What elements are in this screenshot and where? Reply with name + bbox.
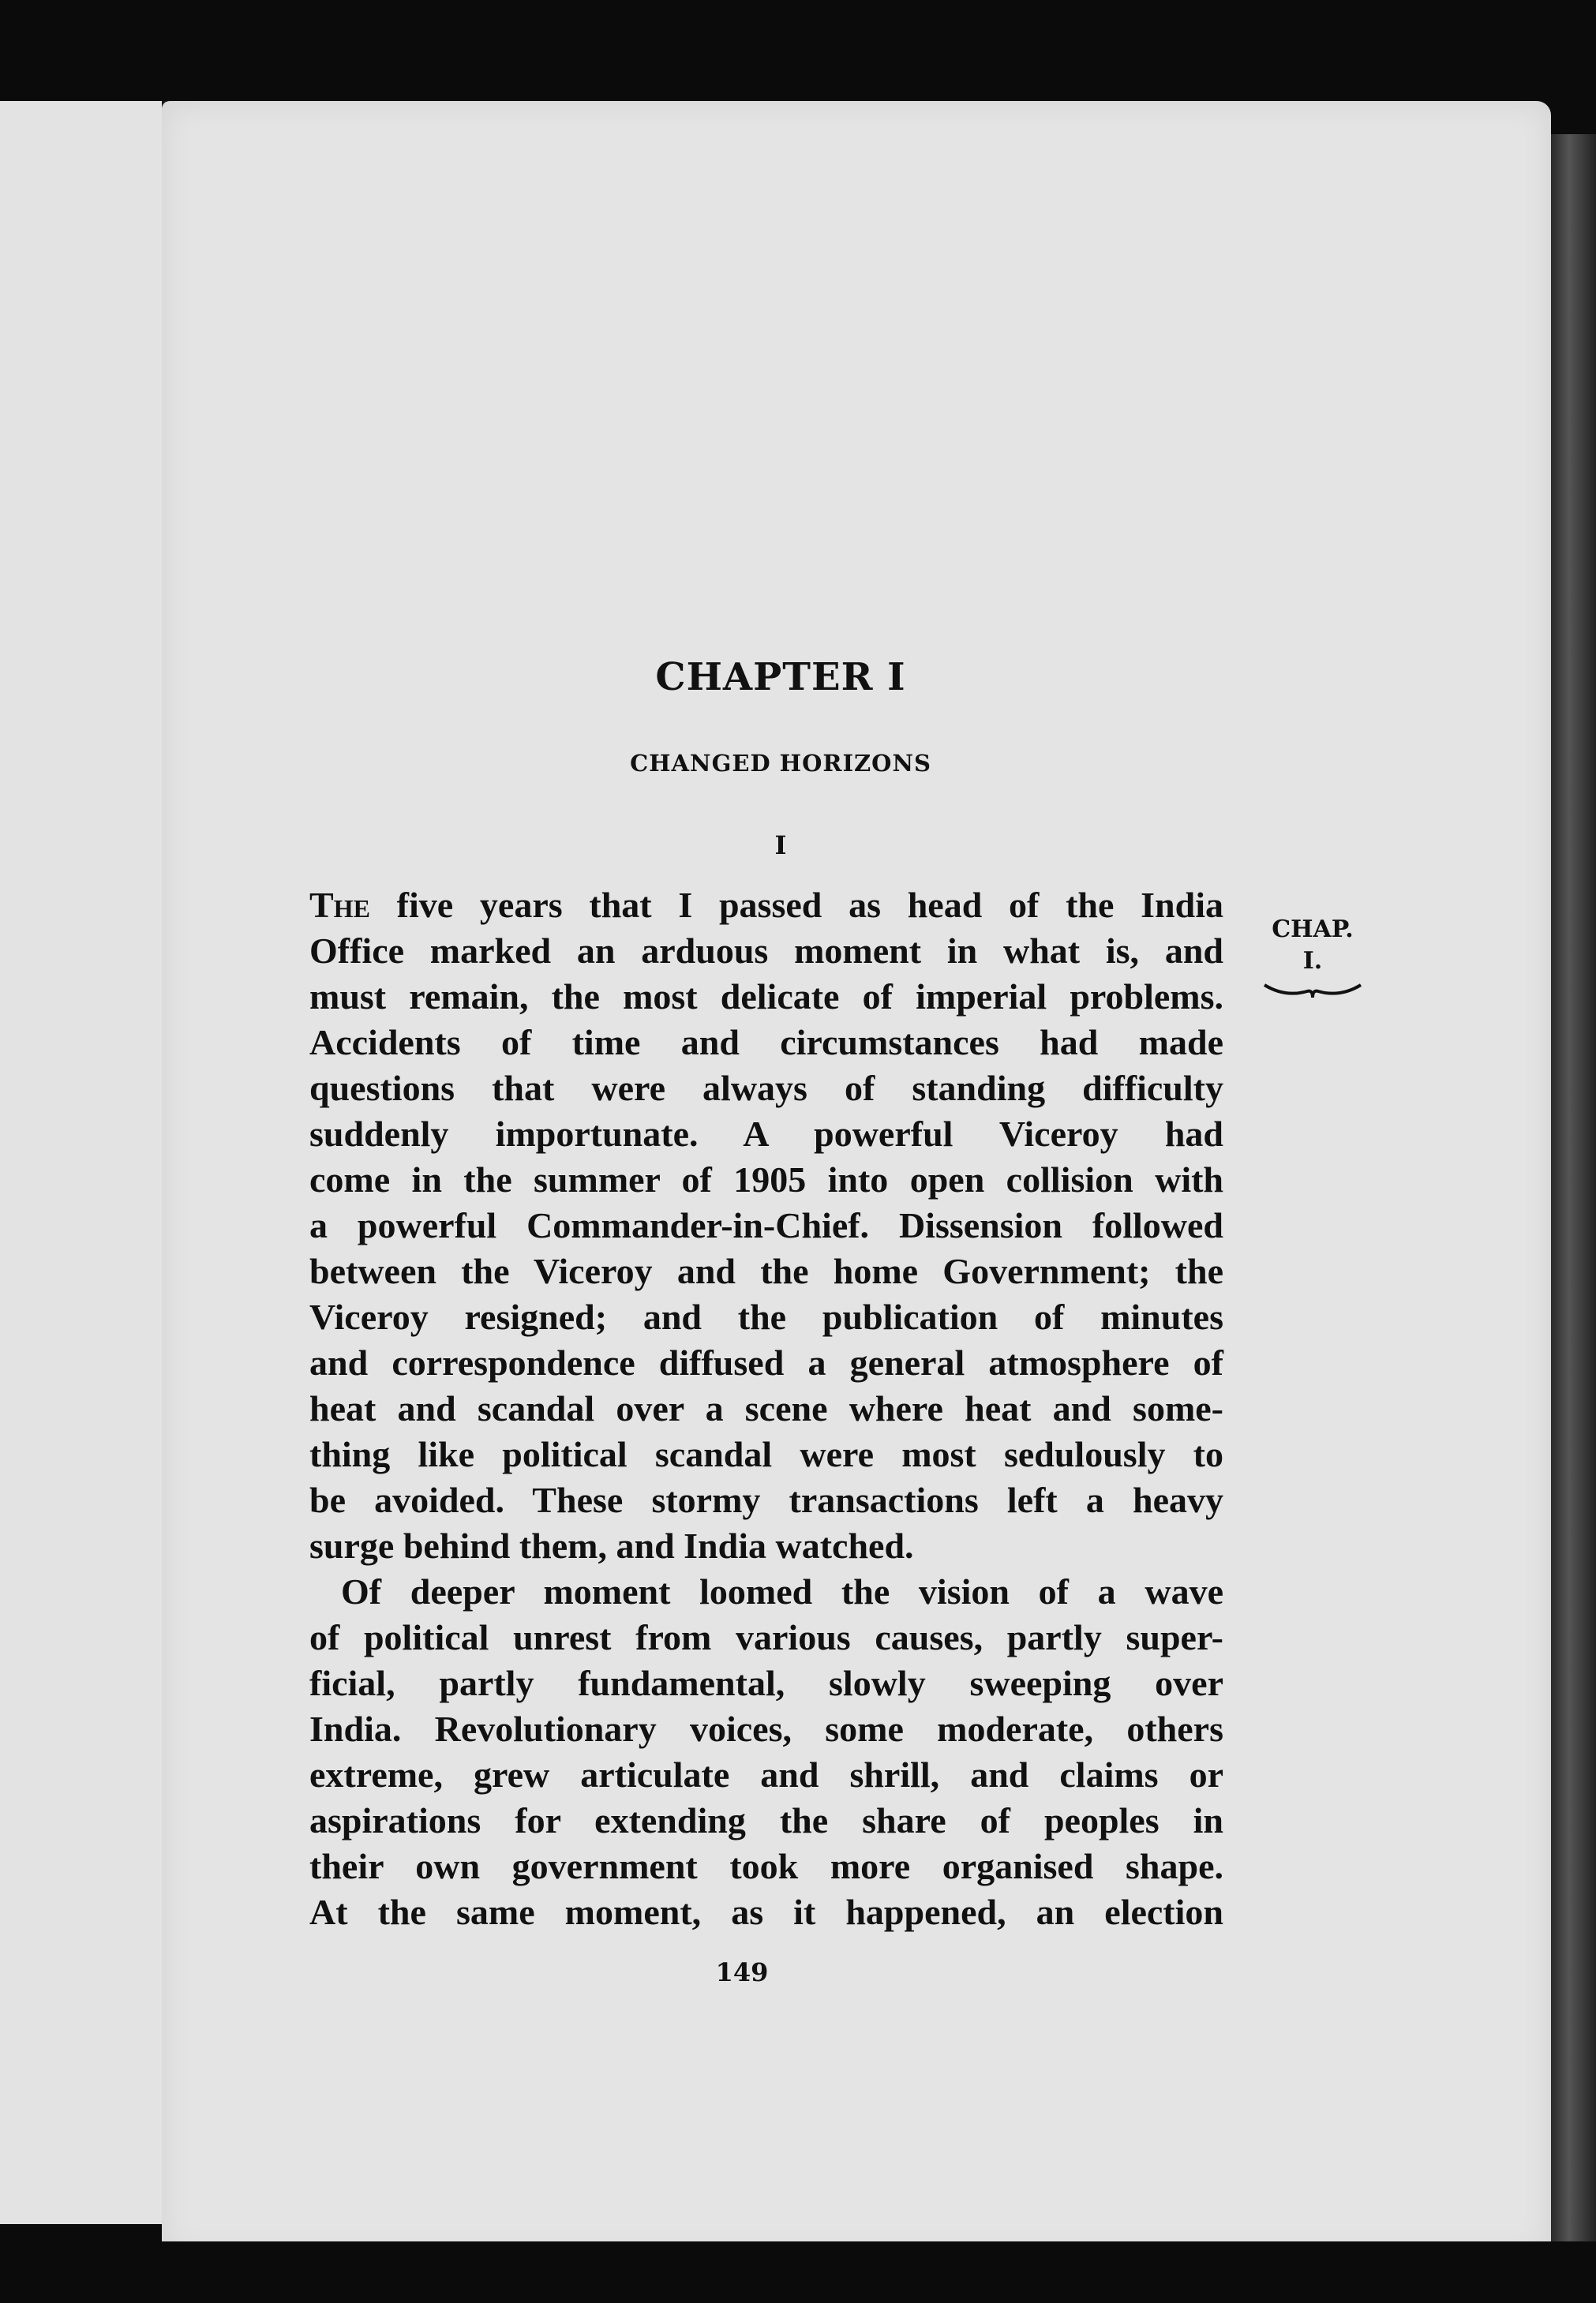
text-line: thing like political scandal were most sedulously to — [309, 1434, 1223, 1474]
text-line: At the same moment, as it happened, an election — [309, 1892, 1223, 1932]
scan-border-bottom — [0, 2241, 1596, 2303]
paragraph-1 — [309, 882, 1223, 1569]
page-edge-stack — [1551, 134, 1596, 2265]
margin-note-number: I. — [1302, 947, 1323, 975]
brace-ornament — [1261, 980, 1364, 1001]
margin-note-chap: CHAP. — [1272, 916, 1354, 943]
drop-word: The — [309, 885, 370, 925]
text-line: be avoided. These stormy transactions left a heavy — [309, 1480, 1223, 1520]
body-text — [309, 882, 1223, 1935]
text-line: their own government took more organised shape. — [309, 1846, 1223, 1886]
section-number: I — [774, 830, 787, 860]
chapter-subtitle: CHANGED HORIZONS — [630, 750, 931, 777]
text-line: must remain, the most delicate of imperial problems. — [309, 976, 1223, 1017]
text-line: The five years that I passed as head of the India — [309, 885, 1223, 925]
chapter-title: CHAPTER I — [655, 655, 906, 699]
text-line: a powerful Commander-in-Chief. Dissension followed — [309, 1205, 1223, 1245]
text-line: heat and scandal over a scene where heat and some- — [309, 1388, 1223, 1429]
text-line: come in the summer of 1905 into open collision with — [309, 1159, 1223, 1200]
margin-note — [1261, 914, 1364, 1001]
text-line: questions that were always of standing difficulty — [309, 1068, 1223, 1108]
text-line: extreme, grew articulate and shrill, and claims or — [309, 1754, 1223, 1795]
text-line: Viceroy resigned; and the publication of minutes — [309, 1297, 1223, 1337]
text-line: Accidents of time and circumstances had made — [309, 1022, 1223, 1062]
left-page-edge — [0, 101, 167, 2224]
text-line: India. Revolutionary voices, some moderate, others — [309, 1709, 1223, 1749]
text-line: suddenly importunate. A powerful Viceroy had — [309, 1114, 1223, 1154]
text-line: surge behind them, and India watched. — [309, 1526, 914, 1566]
text-line: Of deeper moment loomed the vision of a wave — [341, 1571, 1223, 1612]
text-line: Office marked an arduous moment in what is, and — [309, 931, 1223, 971]
text-line: between the Viceroy and the home Government; the — [309, 1251, 1223, 1291]
text-line: aspirations for extending the share of peoples in — [309, 1800, 1223, 1841]
text-line: of political unrest from various causes, partly super- — [309, 1617, 1223, 1657]
text-line: ficial, partly fundamental, slowly sweeping over — [309, 1663, 1223, 1703]
paragraph-2 — [309, 1569, 1223, 1935]
page-number: 149 — [715, 1957, 769, 1987]
text-line: and correspondence diffused a general atmosphere of — [309, 1342, 1223, 1383]
